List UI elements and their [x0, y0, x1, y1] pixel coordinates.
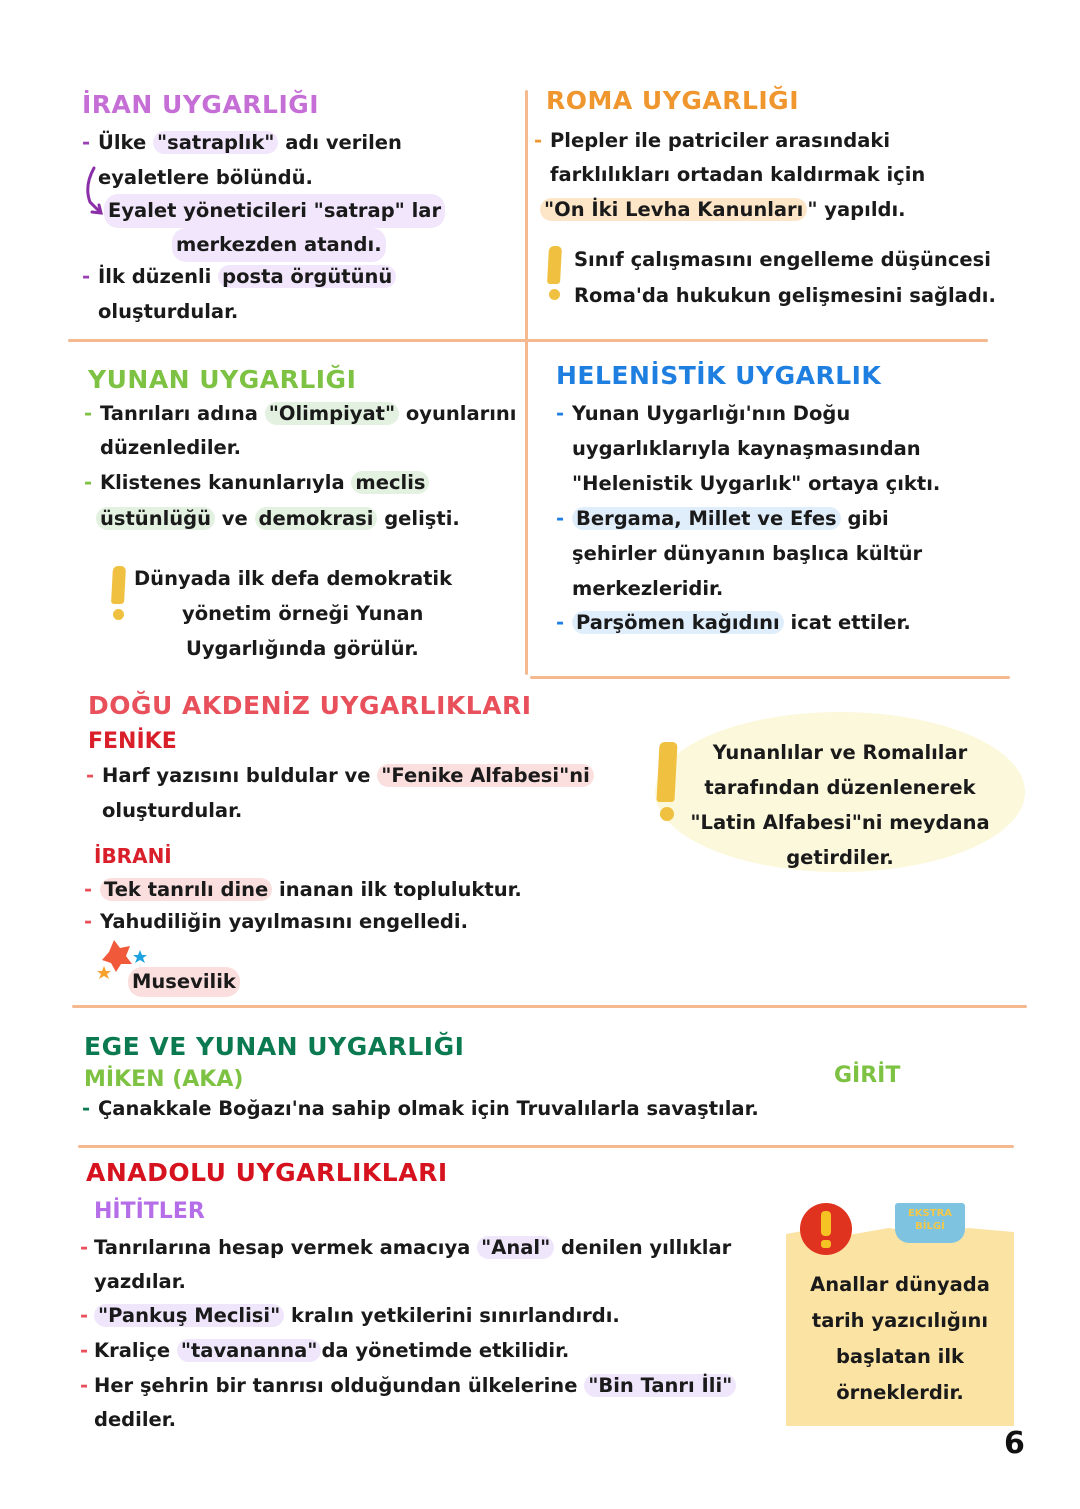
helenistik-line-1: - Yunan Uygarlığı'nın Doğu — [556, 402, 851, 425]
curved-arrow-icon — [82, 166, 106, 218]
page-number: 6 — [1004, 1426, 1025, 1461]
extra-info-line-1: Anallar dünyada — [810, 1273, 990, 1296]
extra-info-line-4: örneklerdir. — [836, 1381, 964, 1404]
iran-title: İRAN UYGARLIĞI — [82, 90, 320, 119]
highlight-fenike-alfabesi: "Fenike Alfabesi"ni — [377, 764, 594, 787]
fenike-line-1: - Harf yazısını buldular ve "Fenike Alfabesi"ni — [86, 759, 594, 793]
yunan-line-3: - Klistenes kanunlarıyla meclis — [84, 466, 429, 500]
highlight-posta: posta örgütünü — [218, 265, 396, 288]
fenike-title: FENİKE — [88, 729, 177, 754]
yunan-note-1: Dünyada ilk defa demokratik — [134, 567, 453, 590]
roma-line-1: - Plepler ile patriciler arasındaki — [534, 129, 891, 152]
anadolu-line-3: - "Pankuş Meclisi" kralın yetkilerini sınırlandırdı. — [80, 1304, 620, 1327]
anadolu-line-6: dediler. — [94, 1408, 176, 1431]
roma-line-2: farklılıkları ortadan kaldırmak için — [550, 163, 926, 186]
latin-note-2: tarafından düzenlenerek — [704, 776, 976, 799]
iran-line-5: - İlk düzenli posta örgütünü — [82, 260, 396, 294]
yunan-title: YUNAN UYGARLIĞI — [88, 365, 357, 394]
yunan-line-2: düzenlediler. — [100, 436, 242, 459]
highlight-pankus: "Pankuş Meclisi" — [94, 1304, 284, 1327]
helenistik-title: HELENİSTİK UYGARLIK — [556, 361, 882, 390]
divider-2 — [530, 676, 1010, 679]
roma-note-1: Sınıf çalışmasını engelleme düşüncesi — [574, 248, 991, 271]
fenike-line-2: oluşturdular. — [102, 799, 243, 822]
latin-note-4: getirdiler. — [786, 846, 894, 869]
ege-line-1: - Çanakkale Boğazı'na sahip olmak için Truvalılarla savaştılar. — [82, 1097, 759, 1120]
yunan-line-4: üstünlüğü ve demokrasi gelişti. — [96, 502, 460, 536]
ibrani-line-1: - Tek tanrılı dine inanan ilk topluluktur. — [84, 878, 522, 901]
ibrani-line-2: - Yahudiliğin yayılmasını engelledi. — [84, 910, 468, 933]
miken-title: MİKEN (AKA) — [84, 1067, 244, 1092]
iran-line-6: oluşturdular. — [98, 300, 239, 323]
warning-exclamation-icon — [656, 742, 678, 821]
dogu-akdeniz-title: DOĞU AKDENİZ UYGARLIKLARI — [88, 691, 532, 720]
alert-circle-icon — [800, 1203, 852, 1255]
iran-line-1: - Ülke "satraplık" adı verilen — [82, 126, 402, 160]
helenistik-line-5: şehirler dünyanın başlıca kültür — [572, 542, 923, 565]
helenistik-line-6: merkezleridir. — [572, 577, 724, 600]
girit-title: GİRİT — [834, 1063, 901, 1088]
musevilik-tag: Musevilik — [128, 967, 240, 997]
highlight-parsomen: Parşömen kağıdını — [572, 611, 784, 634]
anadolu-line-5: - Her şehrin bir tanrısı olduğundan ülkelerine "Bin Tanrı İli" — [80, 1369, 736, 1403]
extra-info-line-3: başlatan ilk — [835, 1345, 965, 1368]
helenistik-line-7: - Parşömen kağıdını icat ettiler. — [556, 611, 911, 634]
iran-line-4: merkezden atandı. — [172, 228, 386, 262]
highlight-bin-tanri-ili: "Bin Tanrı İli" — [584, 1374, 736, 1397]
anadolu-title: ANADOLU UYGARLIKLARI — [86, 1158, 448, 1187]
bullet-dash: - — [82, 131, 91, 154]
latin-note-1: Yunanlılar ve Romalılar — [712, 741, 968, 764]
anadolu-line-4: - Kraliçe "tavananna" da yönetimde etkilidir. — [80, 1339, 570, 1362]
helenistik-line-2: uygarlıklarıyla kaynaşmasından — [572, 437, 921, 460]
anadolu-line-1: - Tanrılarına hesap vermek amacıya "Anal" denilen yıllıklar — [80, 1236, 732, 1259]
yunan-note-3: Uygarlığında görülür. — [186, 637, 419, 660]
roma-title: ROMA UYGARLIĞI — [546, 86, 800, 115]
divider-4 — [78, 1145, 1014, 1148]
latin-note-3: "Latin Alfabesi"ni meydana — [690, 811, 990, 834]
highlight-olimpiyat: "Olimpiyat" — [265, 402, 399, 425]
divider-1 — [68, 339, 988, 342]
ege-title: EGE VE YUNAN UYGARLIĞI — [84, 1032, 465, 1061]
yunan-line-1: - Tanrıları adına "Olimpiyat" oyunlarını — [84, 402, 517, 425]
anadolu-line-2: yazdılar. — [94, 1270, 186, 1293]
extra-info-line-2: tarih yazıcılığını — [811, 1309, 989, 1332]
highlight-cities: Bergama, Millet ve Efes — [572, 507, 841, 530]
vertical-divider-top — [525, 90, 528, 675]
roma-line-3: "On İki Levha Kanunları " yapıldı. — [540, 193, 906, 227]
warning-exclamation-icon — [546, 246, 562, 300]
highlight-satraplik: "satraplık" — [153, 131, 278, 154]
warning-exclamation-icon — [110, 566, 126, 620]
ibrani-title: İBRANİ — [94, 844, 172, 868]
highlight-tavananna: "tavananna" — [177, 1339, 322, 1362]
divider-3 — [72, 1005, 1027, 1008]
helenistik-line-3: "Helenistik Uygarlık" ortaya çıktı. — [572, 472, 941, 495]
helenistik-line-4: - Bergama, Millet ve Efes gibi — [556, 507, 889, 530]
highlight-on-iki-levha: "On İki Levha Kanunları — [540, 198, 807, 221]
hititler-title: HİTİTLER — [94, 1199, 205, 1224]
iran-line-2: eyaletlere bölündü. — [98, 166, 313, 189]
extra-info-badge: EKSTRA BİLGİ — [895, 1203, 965, 1243]
highlight-anal: "Anal" — [477, 1236, 554, 1259]
yunan-note-2: yönetim örneği Yunan — [182, 602, 424, 625]
roma-note-2: Roma'da hukukun gelişmesini sağladı. — [574, 284, 996, 307]
iran-line-3: Eyalet yöneticileri "satrap" lar — [104, 194, 445, 228]
